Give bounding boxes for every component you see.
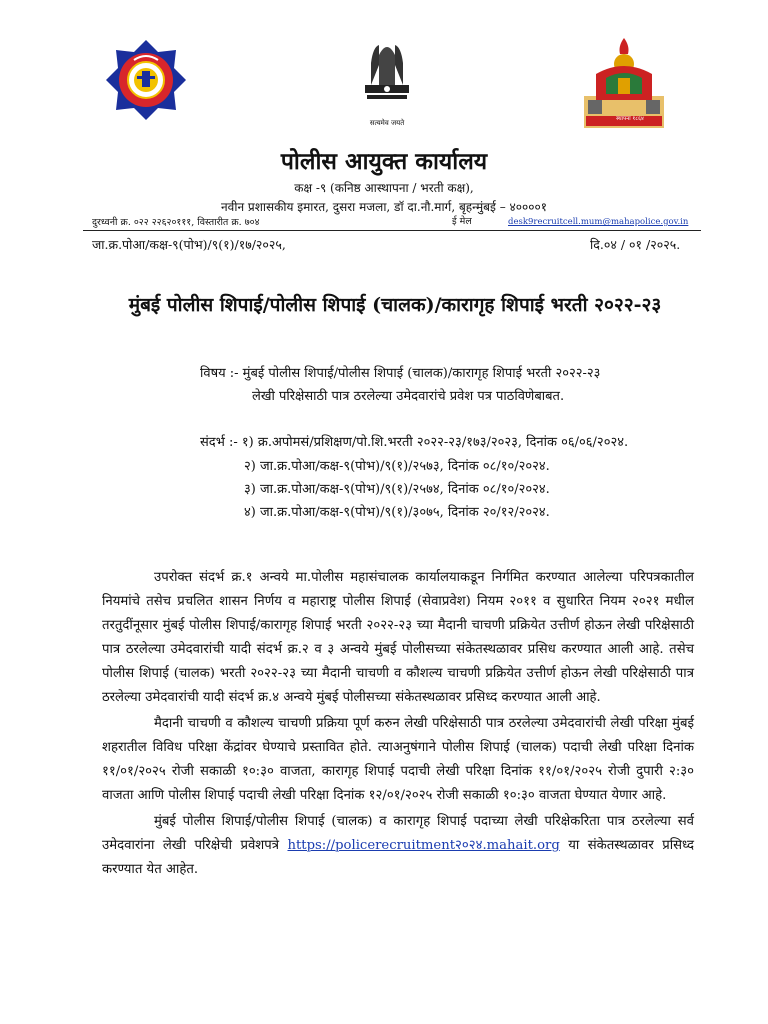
address-line-1: कक्ष -९ (कनिष्ठ आस्थापना / भरती कक्ष), <box>294 181 474 195</box>
email-address[interactable]: desk9recruitcell.mum@mahapolice.gov.in <box>508 217 689 227</box>
address-line-2: नवीन प्रशासकीय इमारत, दुसरा मजला, डॉ दा.नौ.मार्ग, बृहन्मुंबई – ४००००१ <box>221 200 547 214</box>
email-label: ई मेल <box>452 216 472 227</box>
subject-line-2: लेखी परिक्षेसाठी पात्र ठरलेल्या उमेदवारांचे प्रवेश पत्र पाठविणेबाबत. <box>252 389 565 404</box>
mumbai-police-logo <box>104 38 188 122</box>
seal-text: स्थापना १८६४ <box>616 116 644 122</box>
emblem-motto: सत्यमेव जयते <box>369 119 405 127</box>
subject-line-1: विषय :- मुंबई पोलीस शिपाई/पोलीस शिपाई (चालक)/कारागृह शिपाई भरती २०२२-२३ <box>200 366 601 381</box>
national-emblem <box>357 35 417 115</box>
header-divider <box>83 230 701 231</box>
reference-item-4: ४) जा.क्र.पोआ/कक्ष-९(पोभ)/९(१)/३०७५, दिनांक २०/१२/२०२४. <box>244 505 550 520</box>
reference-item-1: संदर्भ :- १) क्र.अपोमसं/प्रशिक्षण/पो.शि.भरती २०२२-२३/१७३/२०२३, दिनांक ०६/०६/२०२४. <box>200 435 629 450</box>
letter-date: दि.०४ / ०१ /२०२५. <box>590 237 681 252</box>
phone-number: दुरध्वनी क्र. ०२२ २२६२०१११, विस्तारीत क्र. ७०४ <box>92 217 260 228</box>
reference-item-2: २) जा.क्र.पोआ/कक्ष-९(पोभ)/९(१)/२५७३, दिनांक ०८/१०/२०२४. <box>244 459 550 474</box>
paragraph-3 <box>102 810 694 882</box>
paragraph-3-tail: या संकेतस्थळावर प्रसिध्द करण्यात येत आहेत. <box>102 838 695 877</box>
paragraph-3-text: मुंबई पोलीस शिपाई/पोलीस शिपाई (चालक) व कारागृह शिपाई पदाच्या लेखी परिक्षेकरिता पात्र ठरलेल्या सर्व उमेदवारांना लेखी परिक्षेची प्रवेशपत्रे <box>102 814 694 853</box>
reference-number: जा.क्र.पोआ/कक्ष-९(पोभ)/९(१)/१७/२०२५, <box>92 237 286 252</box>
recruitment-website-link[interactable]: https://policerecruitment२०२४.mahait.org <box>287 838 560 853</box>
office-title: पोलीस आयुक्त कार्यालय <box>280 148 488 175</box>
reference-item-3: ३) जा.क्र.पोआ/कक्ष-९(पोभ)/९(१)/२५७४, दिनांक ०८/१०/२०२४. <box>244 482 550 497</box>
paragraph-1: उपरोक्त संदर्भ क्र.१ अन्वये मा.पोलीस महासंचालक कार्यालयाकडून निर्गमित करण्यात आलेल्या परिपत्रकातील नियमांचे तसेच प्रचलित शासन निर्णय व महाराष्ट्र पोलीस शिपाई (सेवाप्रवेश) नियम २०११ व सुधारित नियम २०२१ मधील तरतुदींनूसार मुंबई पोलीस शिपाई/कारागृह शिपाई भरती २०२२-२३ च्या मैदानी चाचणी प्रक्रियेत उत्तीर्ण होऊन लेखी परिक्षेसाठी पात्र ठरलेल्या उमेदवारांची यादी संदर्भ क्र.२ व ३ अन्वये मुंबई पोलीसच्या संकेतस्थळावर प्रसिध करण्यात आली आहे. तसेच पोलीस शिपाई (चालक) भरती २०२२-२३ च्या मैदानी चाचणी व कौशल्य चाचणी प्रक्रियेत उत्तीर्ण होऊन लेखी परिक्षेसाठी पात्र ठरलेल्या उमेदवारांची यादी संदर्भ क्र.४ अन्वये मुंबई पोलीसच्या संकेतस्थळावर प्रसिध्द करण्यात आली आहे. <box>102 570 694 705</box>
body-text <box>102 566 694 882</box>
letter-heading: मुंबई पोलीस शिपाई/पोलीस शिपाई (चालक)/कारागृह शिपाई भरती २०२२-२३ <box>128 294 662 316</box>
paragraph-2: मैदानी चाचणी व कौशल्य चाचणी प्रक्रिया पूर्ण करुन लेखी परिक्षेसाठी पात्र ठरलेल्या उमेदवारांची लेखी परिक्षा मुंबई शहरातील विविध परिक्षा केंद्रांवर घेण्याचे प्रस्तावित होते. त्याअनुषंगाने पोलीस शिपाई (चालक) पदाची लेखी परिक्षा दिनांक ११/०१/२०२५ रोजी सकाळी १०:३० वाजता, कारागृह शिपाई पदाची लेखी परिक्षा दिनांक ११/०१/२०२५ रोजी दुपारी २:३० वाजता आणि पोलीस शिपाई पदाची लेखी परिक्षा दिनांक १२/०१/२०२५ रोजी सकाळी १०:३० वाजता घेण्यात येणार आहे. <box>102 716 694 803</box>
